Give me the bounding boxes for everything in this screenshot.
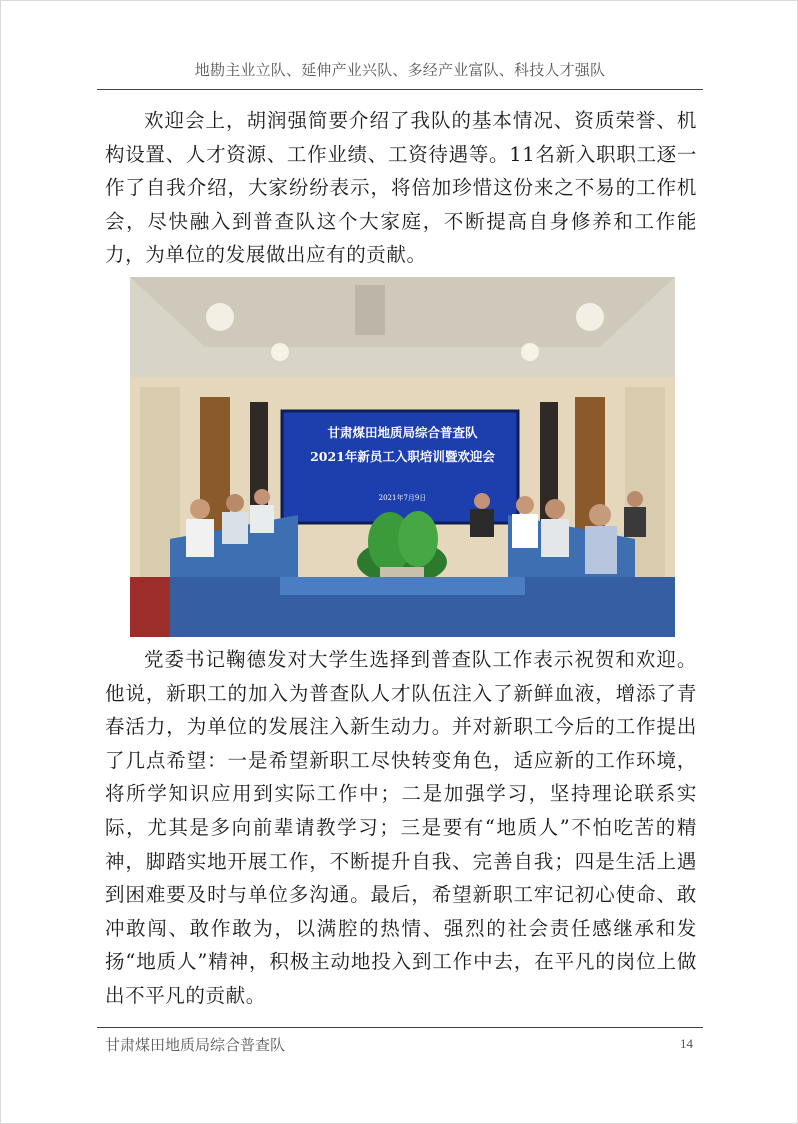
header-divider	[97, 89, 703, 90]
meeting-photo	[130, 277, 675, 637]
paragraph-party-secretary-speech: 党委书记鞠德发对大学生选择到普查队工作表示祝贺和欢迎。他说，新职工的加入为普查队人才队伍注入了新鲜血液，增添了青春活力，为单位的发展注入新生动力。并对新职工今后的工作提出了几点希望：一是希望新职工尽快转变角色，适应新的工作环境，将所学知识应用到实际工作中；二是加强学习，坚持理论联系实际，尤其是多向前辈请教学习；三是要有“地质人”不怕吃苦的精神，脚踏实地开展工作，不断提升自我、完善自我；四是生活上遇到困难要及时与单位多沟通。最后，希望新职工牢记初心使命、敢冲敢闯、敢作敢为，以满腔的热情、强烈的社会责任感继承和发扬“地质人”精神，积极主动地投入到工作中去，在平凡的岗位上做出不平凡的贡献。	[105, 648, 697, 1007]
footer-organization-name: 甘肃煤田地质局综合普查队	[105, 1036, 286, 1054]
screen-title-event: 2021年新员工入职培训暨欢迎会	[310, 449, 495, 464]
footer-divider	[97, 1027, 703, 1028]
page-header-slogan: 地勘主业立队、延伸产业兴队、多经产业富队、科技人才强队	[194, 61, 606, 79]
paragraph-welcome-introduction: 欢迎会上，胡润强简要介绍了我队的基本情况、资质荣誉、机构设置、人才资源、工作业绩、工资待遇等。11名新入职职工逐一作了自我介绍，大家纷纷表示，将倍加珍惜这份来之不易的工作机会，尽快融入到普查队这个大家庭，不断提高自身修养和工作能力，为单位的发展做出应有的贡献。	[105, 109, 697, 267]
screen-date: 2021年7月9日	[378, 494, 427, 502]
screen-title-organization: 甘肃煤田地质局综合普查队	[327, 425, 478, 440]
page-number: 14	[680, 1036, 693, 1051]
